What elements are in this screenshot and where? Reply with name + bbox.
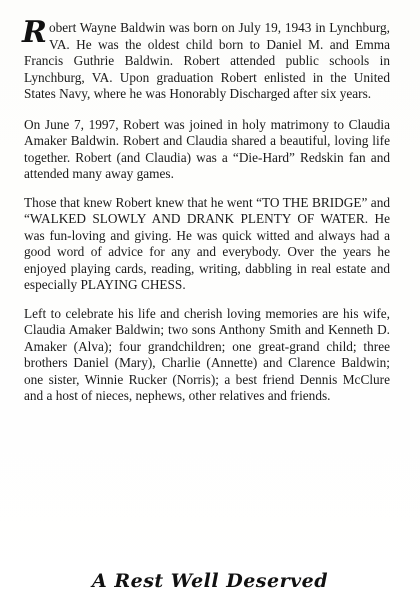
- obituary-body: [22, 15, 390, 417]
- paragraph-text: On June 7, 1997, Robert was joined in holy matrimony to Claudia Amaker Baldwin. Robert and Claudia shared a beautiful, loving life together. Robert (and Claudia) was a “Die-Hard” Redskin fan and attended many away games.: [24, 116, 390, 181]
- paragraph-text: Left to celebrate his life and cherish loving memories are his wife, Claudia Amaker Baldwin; two sons Anthony Smith and Kenneth D. Amaker (Alva); four grandchildren; one great-grand child; three brothers Daniel (Mary), Charlie (Annette) and Clarence Baldwin; one sister, Winnie Rucker (Norris); a best friend Dennis McClure and a host of nieces, nephews, other relatives and friends.: [24, 305, 390, 403]
- paragraph-biography: [22, 15, 390, 103]
- drop-cap-letter: R: [22, 15, 47, 50]
- paragraph-text: obert Wayne Baldwin was born on July 19, 1943 in Lynchburg, VA. He was the oldest child born to Daniel M. and Emma Francis Guthrie Baldwin. Robert attended public schools in Lynchburg, VA. Upon graduation Robert enlisted in the United States Navy, where he was Honorably Discharged after six years.: [24, 20, 390, 101]
- closing-title: A Rest Well Deserved: [91, 570, 329, 592]
- paragraph-personality: [24, 195, 390, 294]
- paragraph-survivors: [24, 306, 390, 405]
- paragraph-marriage: [24, 117, 390, 183]
- paragraph-text: Those that knew Robert knew that he went “TO THE BRIDGE” and “WALKED SLOWLY AND DRANK PLENTY OF WATER. He was fun-loving and giving. He was quick witted and always had a good word of advice for any and everybody. Over the years he enjoyed playing cards, reading, writing, dabbling in real estate and especially PLAYING CHESS.: [24, 194, 390, 292]
